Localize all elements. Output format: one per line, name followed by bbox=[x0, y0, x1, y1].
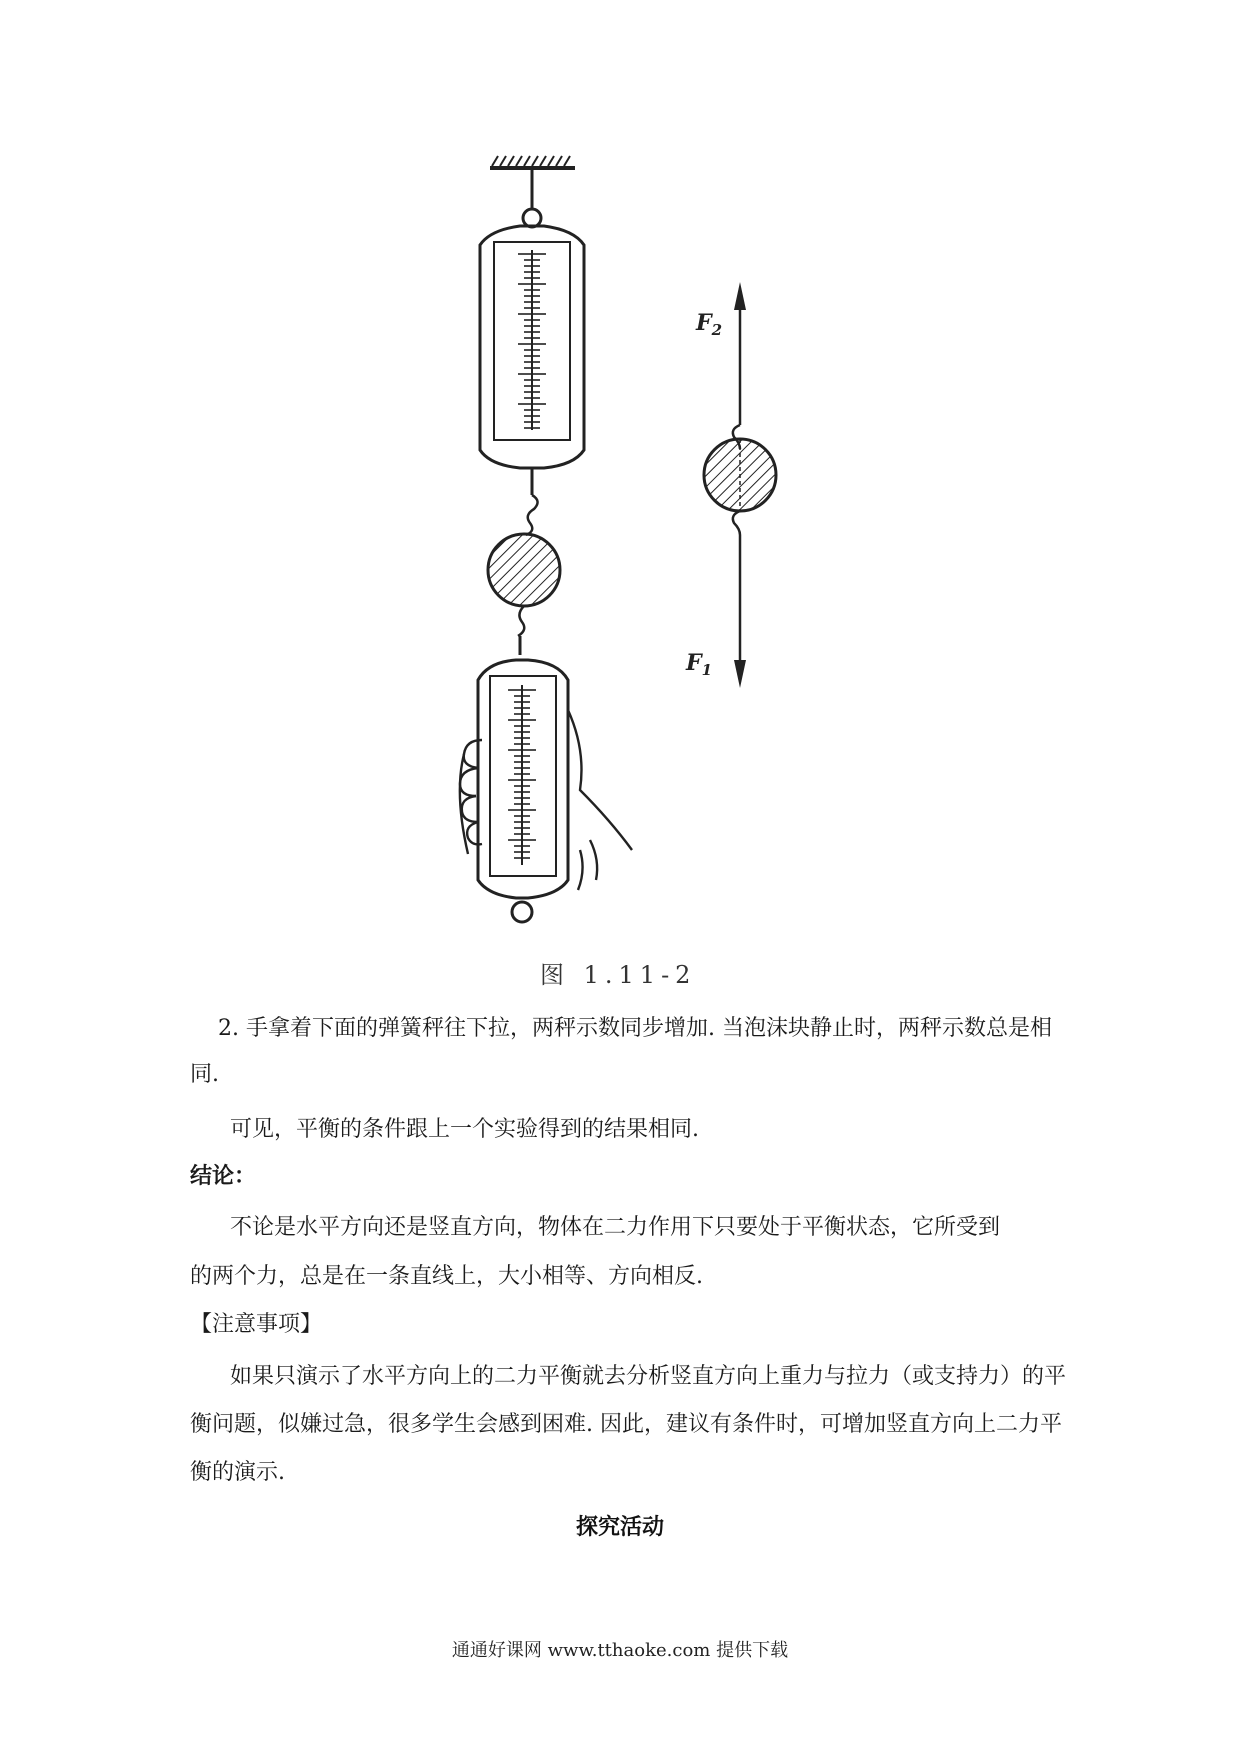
conclusion-heading: 结论： bbox=[190, 1164, 257, 1189]
notes-line2: 衡问题，似嫌过急，很多学生会感到困难. 因此，建议有条件时，可增加竖直方向上二力平 bbox=[190, 1412, 1062, 1437]
upper-spring-scale bbox=[480, 209, 584, 535]
notes-line1: 如果只演示了水平方向上的二力平衡就去分析竖直方向上重力与拉力（或支持力）的平 bbox=[230, 1364, 1067, 1389]
conclusion-line1: 不论是水平方向还是竖直方向，物体在二力作用下只要处于平衡状态，它所受到 bbox=[230, 1215, 1001, 1240]
notes-line3: 衡的演示. bbox=[190, 1460, 285, 1485]
force-label-f1: $F_1$ bbox=[686, 650, 713, 679]
observation-text: 可见，平衡的条件跟上一个实验得到的结果相同. bbox=[230, 1117, 699, 1142]
page-footer: 通通好课网 www.tthaoke.com 提供下载 bbox=[451, 1640, 789, 1661]
conclusion-line2: 的两个力，总是在一条直线上，大小相等、方向相反. bbox=[190, 1264, 703, 1289]
section-heading: 探究活动 bbox=[575, 1515, 664, 1540]
foam-block-ball bbox=[480, 530, 570, 655]
hand-drawing bbox=[460, 710, 632, 890]
lower-spring-scale bbox=[478, 660, 568, 922]
spring-scale-figure bbox=[420, 150, 840, 940]
free-body-diagram bbox=[700, 282, 780, 688]
ceiling-support bbox=[490, 156, 575, 210]
figure-caption: 图 1.11-2 bbox=[540, 961, 697, 989]
step2-line2: 同. bbox=[190, 1062, 219, 1087]
force-label-f2: $F_2$ bbox=[696, 310, 723, 339]
step2-line1: 2. 手拿着下面的弹簧秤往下拉，两秤示数同步增加. 当泡沫块静止时，两秤示数总是相 bbox=[218, 1016, 1052, 1041]
notes-heading: 【注意事项】 bbox=[190, 1312, 323, 1337]
